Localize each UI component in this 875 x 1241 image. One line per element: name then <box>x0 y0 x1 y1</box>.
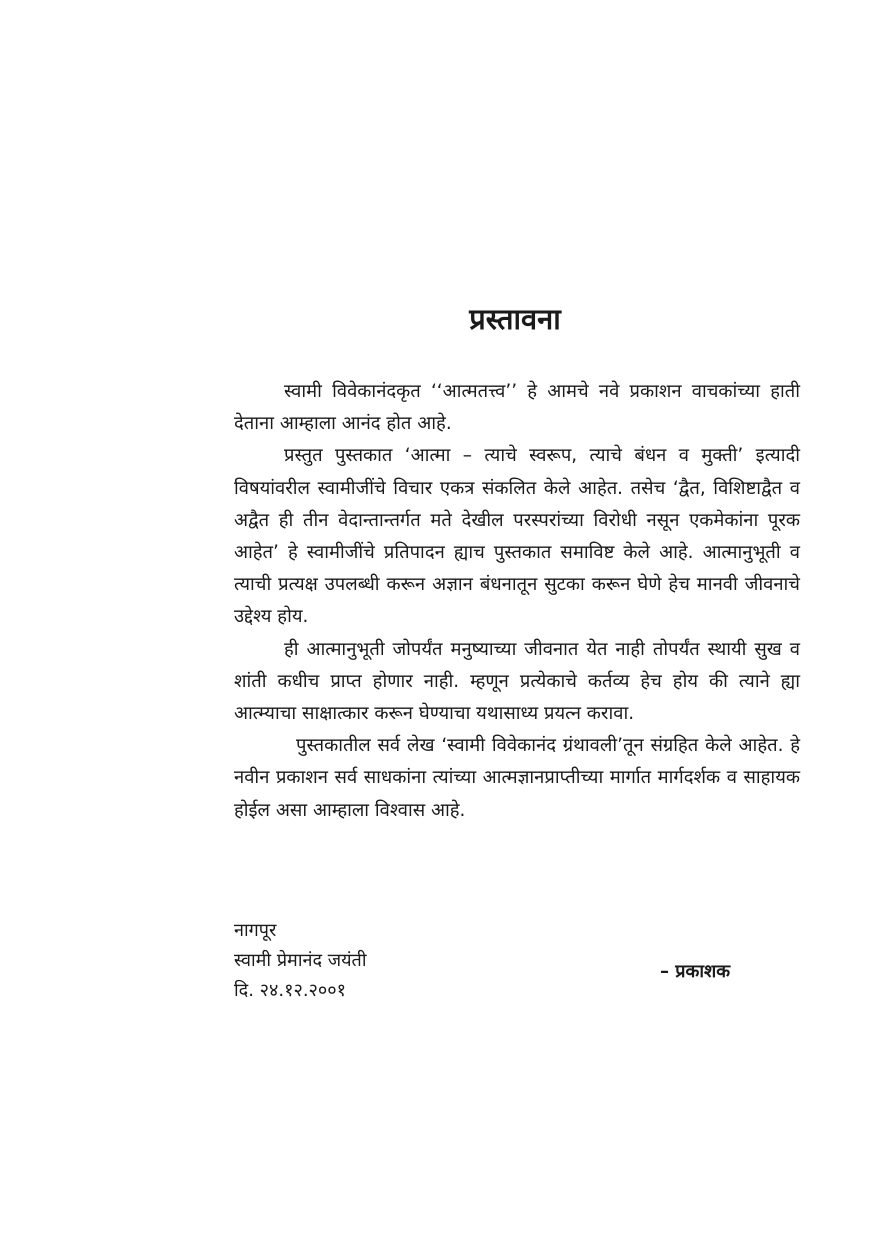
signature-occasion: स्वामी प्रेमानंद जयंती <box>234 950 367 971</box>
page-title: प्रस्तावना <box>469 302 561 336</box>
signature-block <box>234 916 366 1006</box>
paragraph-contents: प्रस्तुत पुस्तकात ‘आत्मा – त्याचे स्वरूप, त्याचे बंधन व मुक्ती’ इत्यादी विषयांवरील स्वामीजींचे विचार एकत्र संकलित केले आहेत. तसेच ‘द्वैत, विशिष्टाद्वैत व अद्वैत ही तीन वेदान्तान्तर्गत मते देखील परस्परांच्या विरोधी नसून एकमेकांना पूरक आहेत’ हे स्वामीजींचे प्रतिपादन ह्याच पुस्तकात समाविष्ट केले आहे. आत्मानुभूती व त्याची प्रत्यक्ष उपलब्धी करून अज्ञान बंधनातून सुटका करून घेणे हेच मानवी जीवनाचे उद्देश्य होय. <box>234 445 800 628</box>
publisher-signoff: – प्रकाशक <box>660 961 731 982</box>
paragraph-intro: स्वामी विवेकानंदकृत ‘‘आत्मतत्त्व’’ हे आमचे नवे प्रकाशन वाचकांच्या हाती देताना आम्हाला आनंद होत आहे. <box>234 381 800 435</box>
signature-place: नागपूर <box>234 920 277 941</box>
signature-date: दि. २४.१२.२००१ <box>234 980 346 1001</box>
preface-body <box>234 376 800 827</box>
paragraph-source: पुस्तकातील सर्व लेख ‘स्वामी विवेकानंद ग्रंथावली’तून संग्रहित केले आहेत. हे नवीन प्रकाशन सर्व साधकांना त्यांच्या आत्मज्ञानप्राप्तीच्या मार्गात मार्गदर्शक व साहायक होईल असा आम्हाला विश्वास आहे. <box>234 735 800 821</box>
paragraph-purpose: ही आत्मानुभूती जोपर्यंत मनुष्याच्या जीवनात येत नाही तोपर्यंत स्थायी सुख व शांती कधीच प्राप्त होणार नाही. म्हणून प्रत्येकाचे कर्तव्य हेच होय की त्याने ह्या आत्म्याचा साक्षात्कार करून घेण्याचा यथासाध्य प्रयत्न करावा. <box>234 638 800 725</box>
